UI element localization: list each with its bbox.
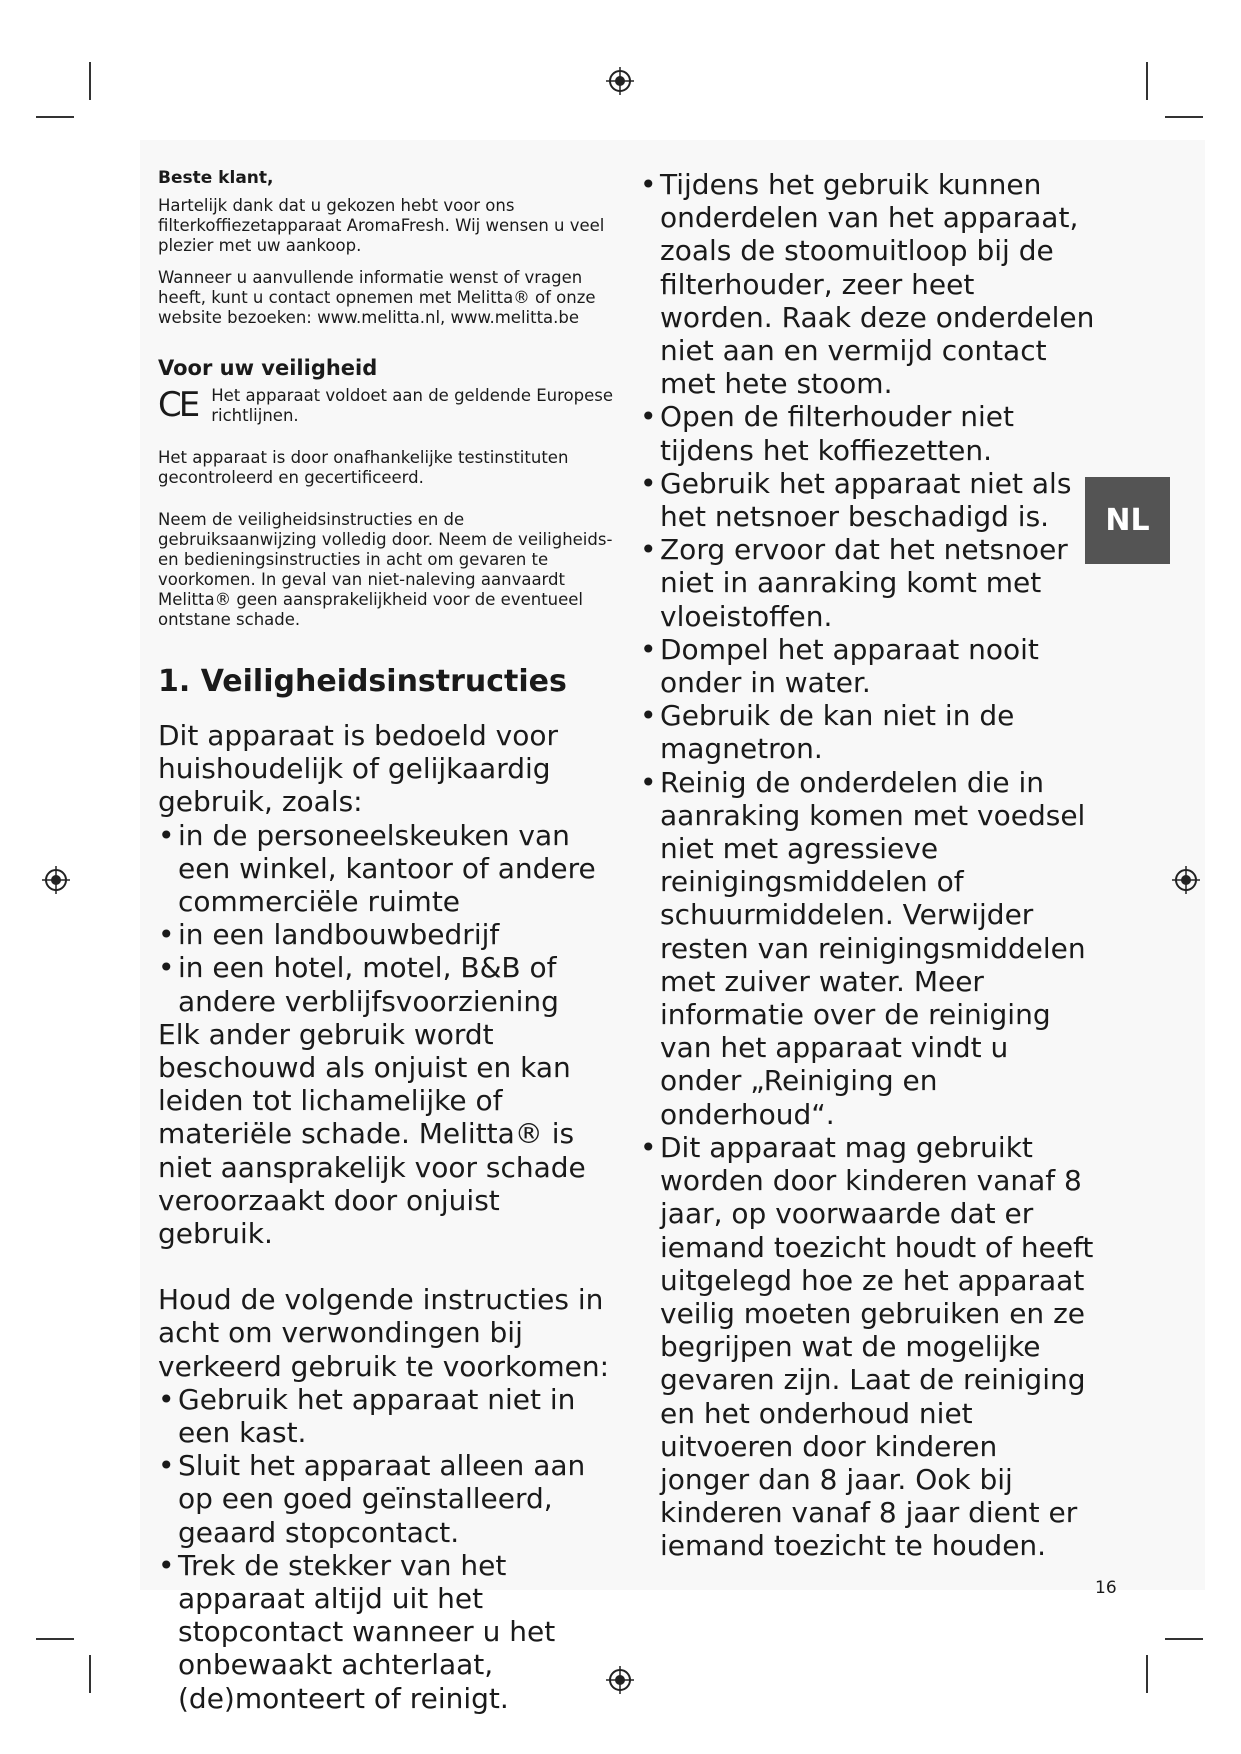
left-column	[158, 168, 623, 1715]
list-item: • Gebruik het apparaat niet in een kast.	[158, 1383, 623, 1449]
intended-use-text: Dit apparaat is bedoeld voor huishoudelijk of gelijkaardig gebruik, zoals:	[158, 719, 558, 819]
crop-mark	[1165, 116, 1203, 118]
read-instructions-text: Neem de veiligheidsinstructies en de gebruiksaanwijzing volledig door. Neem de veiligheids- en bedieningsinstructies in acht om gevaren te voorkomen. In geval van niet-naleving aanvaardt Melitta® geen aansprakelijkheid voor de eventueel ontstane schade.	[158, 510, 613, 629]
list-item: • Dompel het apparaat nooit onder in water.	[640, 633, 1095, 699]
instructions-list-left	[158, 1383, 623, 1715]
page-number: 16	[1095, 1578, 1117, 1598]
list-item: • in een landbouwbedrijf	[158, 918, 623, 951]
list-item: • Tijdens het gebruik kunnen onderdelen van het apparaat, zoals de stoomuitloop bij de filterhouder, zeer heet worden. Raak deze onderdelen niet aan en vermijd contact met hete stoom.	[640, 168, 1095, 400]
follow-text: Houd de volgende instructies in acht om verwondingen bij verkeerd gebruik te voorkomen:	[158, 1283, 610, 1383]
safety-heading: Voor uw veiligheid	[158, 356, 378, 380]
list-item: • Sluit het apparaat alleen aan op een goed geïnstalleerd, geaard stopcontact.	[158, 1449, 623, 1549]
contact-text: Wanneer u aanvullende informatie wenst of vragen heeft, kunt u contact opnemen met Melitta® of onze website bezoeken: www.melitta.nl, www.melitta.be	[158, 268, 596, 327]
misuse-text: Elk ander gebruik wordt beschouwd als onjuist en kan leiden tot lichamelijke of materiële schade. Melitta® is niet aansprakelijk voor schade veroorzaakt door onjuist gebruik.	[158, 1017, 586, 1251]
crop-mark	[36, 116, 74, 118]
right-column	[640, 168, 1095, 1563]
list-item: • Dit apparaat mag gebruikt worden door kinderen vanaf 8 jaar, op voorwaarde dat er iemand toezicht houdt of heeft uitgelegd hoe ze het apparaat veilig moeten gebruiken en ze begrijpen wat de mogelijke gevaren zijn. Laat de reiniging en het onderhoud niet uitvoeren door kinderen jonger dan 8 jaar. Ook bij kinderen vanaf 8 jaar dient er iemand toezicht te houden.	[640, 1131, 1095, 1563]
thanks-text: Hartelijk dank dat u gekozen hebt voor ons filterkoffiezetapparaat AromaFresh. Wij wensen u veel plezier met uw aankoop.	[158, 196, 605, 255]
section-title: 1. Veiligheidsinstructies	[158, 664, 567, 699]
crop-mark	[89, 1655, 91, 1693]
uses-list	[158, 819, 623, 1018]
language-tab: NL	[1085, 477, 1170, 564]
ce-text: Het apparaat voldoet aan de geldende Europese richtlijnen.	[211, 386, 614, 425]
ce-mark-icon: CE	[158, 385, 198, 425]
registration-mark-icon	[606, 67, 634, 95]
registration-mark-icon	[1172, 866, 1200, 894]
crop-mark	[1146, 62, 1148, 100]
crop-mark	[89, 62, 91, 100]
crop-mark	[1146, 1655, 1148, 1693]
list-item: • Gebruik de kan niet in de magnetron.	[640, 699, 1095, 765]
greeting: Beste klant,	[158, 168, 274, 188]
registration-mark-icon	[42, 866, 70, 894]
crop-mark	[1165, 1638, 1203, 1640]
list-item: • Zorg ervoor dat het netsnoer niet in aanraking komt met vloeistoffen.	[640, 533, 1095, 633]
tested-text: Het apparaat is door onafhankelijke testinstituten gecontroleerd en gecertificeerd.	[158, 448, 569, 487]
list-item: • Gebruik het apparaat niet als het netsnoer beschadigd is.	[640, 467, 1095, 533]
list-item: • in de personeelskeuken van een winkel, kantoor of andere commerciële ruimte	[158, 819, 623, 919]
list-item: • in een hotel, motel, B&B of andere verblijfsvoorziening	[158, 951, 623, 1017]
crop-mark	[36, 1638, 74, 1640]
list-item: • Trek de stekker van het apparaat altijd uit het stopcontact wanneer u het onbewaakt achterlaat, (de)monteert of reinigt.	[158, 1549, 623, 1715]
instructions-list-right	[640, 168, 1095, 1563]
ce-block	[158, 386, 623, 426]
list-item: • Open de filterhouder niet tijdens het koffiezetten.	[640, 400, 1095, 466]
list-item: • Reinig de onderdelen die in aanraking komen met voedsel niet met agressieve reinigingsmiddelen of schuurmiddelen. Verwijder resten van reinigingsmiddelen met zuiver water. Meer informatie over de reiniging van het apparaat vindt u onder „Reiniging en onderhoud“.	[640, 766, 1095, 1131]
